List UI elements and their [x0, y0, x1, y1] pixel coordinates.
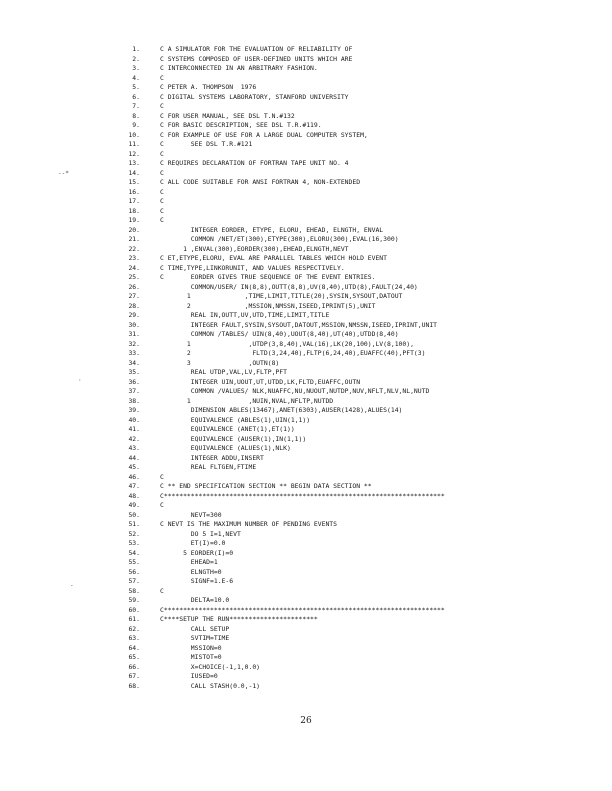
code-text: 1 ,UTDP(3,8,40),VAL(16),LK(20,100),LV(8,100), [160, 339, 414, 348]
code-line [104, 387, 594, 397]
line-number: 13. [128, 159, 140, 167]
code-text: C A SIMULATOR FOR THE EVALUATION OF RELIABILITY OF [160, 45, 353, 53]
code-text: C [160, 472, 164, 481]
line-number: 40. [128, 415, 140, 424]
line-number: 14. [128, 168, 140, 177]
line-number: 1. [132, 45, 140, 53]
code-text: MISTOT=0 [160, 653, 222, 661]
code-line [104, 615, 594, 625]
code-line [104, 302, 594, 312]
code-text: C EORDER GIVES TRUE SEQUENCE OF THE EVENT ENTRIES. [160, 273, 376, 281]
code-text: INTEGER UIN,UOUT,UT,UTDD,LK,FLTD,EUAFFC,OUTN [160, 377, 361, 386]
line-number: 50. [128, 510, 140, 519]
code-text: C****SETUP THE RUN*********************** [160, 615, 318, 623]
code-text: REAL UTDP,VAL,LV,FLTP,PFT [160, 368, 287, 376]
line-number: 8. [132, 111, 140, 120]
line-number: 9. [132, 121, 140, 129]
code-line [104, 596, 594, 606]
code-line [104, 264, 594, 274]
code-line [104, 549, 594, 559]
code-text: NEVT=300 [160, 510, 222, 519]
code-line [104, 368, 594, 378]
code-text: INTEGER ADDU,INSERT [160, 453, 264, 462]
code-text: C [160, 168, 164, 177]
code-line [104, 672, 594, 682]
code-line [104, 140, 594, 150]
code-line [104, 64, 594, 74]
line-number: 19. [128, 216, 140, 224]
line-number: 41. [128, 425, 140, 433]
code-line [104, 416, 594, 426]
line-number: 10. [128, 130, 140, 139]
code-text: MSSION=0 [160, 643, 222, 652]
line-number: 25. [128, 273, 140, 281]
code-line [104, 435, 594, 445]
line-number: 27. [128, 292, 140, 300]
line-number: 31. [128, 330, 140, 338]
code-text: ELNGTH=0 [160, 567, 222, 576]
code-text: COMMON/USER/ IN(8,8),OUTT(8,8),UV(8,40),UTD(8),FAULT(24,40) [160, 282, 418, 291]
code-line [104, 216, 594, 226]
line-number: 5. [132, 83, 140, 91]
code-line [104, 121, 594, 131]
line-number: 42. [128, 434, 140, 443]
code-line [104, 577, 594, 587]
code-line [104, 397, 594, 407]
code-text: REAL FLTGEN,FTIME [160, 463, 257, 471]
code-line [104, 634, 594, 644]
code-text: 5 EORDER(I)=0 [160, 548, 234, 557]
line-number: 61. [128, 615, 140, 623]
code-text: C ALL CODE SUITABLE FOR ANSI FORTRAN 4, NON-EXTENDED [160, 178, 361, 186]
code-line [104, 245, 594, 255]
code-line [104, 378, 594, 388]
code-line [104, 102, 594, 112]
code-line [104, 653, 594, 663]
code-text: DO 5 I=1,NEVT [160, 529, 241, 538]
line-number: 62. [128, 624, 140, 633]
line-number: 20. [128, 225, 140, 234]
code-line [104, 454, 594, 464]
code-line [104, 55, 594, 65]
line-number: 45. [128, 463, 140, 471]
code-text: C FOR EXAMPLE OF USE FOR A LARGE DUAL COMPUTER SYSTEM, [160, 130, 368, 139]
line-number: 3. [132, 64, 140, 72]
code-line [104, 321, 594, 331]
line-number: 51. [128, 520, 140, 528]
code-text: EQUIVALENCE (ALUES(1),NLK) [160, 444, 291, 452]
line-number: 34. [128, 358, 140, 367]
page-number: 26 [300, 716, 312, 726]
line-number: 39. [128, 406, 140, 414]
code-text: C [160, 206, 164, 215]
line-number: 15. [128, 178, 140, 186]
code-text: C NEVT IS THE MAXIMUM NUMBER OF PENDING EVENTS [160, 520, 337, 528]
code-line [104, 45, 594, 55]
code-line [104, 473, 594, 483]
line-number: 68. [128, 681, 140, 690]
code-text: 2 ,MSSION,NMSSN,ISEED,IPRINT(5),UNIT [160, 301, 376, 310]
code-line [104, 226, 594, 236]
code-line [104, 425, 594, 435]
code-text: INTEGER FAULT,SYSIN,SYSOUT,DATOUT,MSSION,NMSSN,ISEED,IPRINT,UNIT [160, 320, 438, 329]
line-number: 16. [128, 187, 140, 196]
code-text: C [160, 73, 164, 82]
code-line [104, 359, 594, 369]
line-number: 48. [128, 491, 140, 500]
line-number: 35. [128, 368, 140, 376]
line-number: 7. [132, 102, 140, 110]
code-text: C INTERCONNECTED IN AN ARBITRARY FASHION. [160, 64, 318, 72]
line-number: 66. [128, 662, 140, 671]
code-line [104, 492, 594, 502]
code-text: C FOR USER MANUAL, SEE DSL T.N.#132 [160, 111, 295, 120]
line-number: 23. [128, 254, 140, 262]
line-number: 63. [128, 634, 140, 642]
code-text: EQUIVALENCE (AUSER(1),IN(1,1)) [160, 434, 307, 443]
code-text: CALL STASH(0.0,-1) [160, 681, 261, 690]
line-number: 32. [128, 339, 140, 348]
code-text: EQUIVALENCE (ANET(1),ET(1)) [160, 425, 295, 433]
code-line [104, 93, 594, 103]
line-number: 12. [128, 149, 140, 158]
line-number: 6. [132, 92, 140, 101]
code-text: CALL SETUP [160, 624, 230, 633]
code-text: DELTA=10.0 [160, 596, 230, 604]
line-number: 11. [128, 140, 140, 148]
code-line [104, 178, 594, 188]
code-line [104, 587, 594, 597]
code-line [104, 558, 594, 568]
code-line [104, 112, 594, 122]
line-number: 30. [128, 320, 140, 329]
line-number: 49. [128, 501, 140, 509]
line-number: 54. [128, 548, 140, 557]
code-line [104, 511, 594, 521]
line-number: 59. [128, 596, 140, 604]
code-line [104, 311, 594, 321]
code-line [104, 74, 594, 84]
line-number: 4. [132, 73, 140, 82]
code-listing [104, 45, 594, 691]
line-number: 36. [128, 377, 140, 386]
code-text: 1 ,NUIN,NVAL,NFLTP,NUTDD [160, 396, 334, 405]
code-line [104, 169, 594, 179]
code-text: COMMON /TABLES/ UIN(8,40),UOUT(8,40),UT(40),UTDD(8,40) [160, 330, 399, 338]
code-line [104, 207, 594, 217]
code-line [104, 530, 594, 540]
line-number: 53. [128, 539, 140, 547]
line-number: 28. [128, 301, 140, 310]
code-line [104, 150, 594, 160]
code-text: C [160, 102, 164, 110]
line-number: 56. [128, 567, 140, 576]
code-text: SVTIM=TIME [160, 634, 230, 642]
code-text: C [160, 149, 164, 158]
code-line [104, 520, 594, 530]
code-line [104, 663, 594, 673]
line-number: 33. [128, 349, 140, 357]
code-text: C************************************************************************* [160, 491, 445, 500]
code-text: DIMENSION ABLES(13467),ANET(6303),AUSER(1428),ALUES(14) [160, 406, 403, 414]
line-number: 18. [128, 206, 140, 215]
code-line [104, 273, 594, 283]
code-text: C************************************************************************* [160, 605, 445, 614]
line-number: 58. [128, 586, 140, 595]
code-text: C DIGITAL SYSTEMS LABORATORY, STANFORD UNIVERSITY [160, 92, 349, 101]
code-line [104, 83, 594, 93]
code-text: C REQUIRES DECLARATION OF FORTRAN TAPE UNIT NO. 4 [160, 159, 349, 167]
code-text: C [160, 586, 164, 595]
code-line [104, 159, 594, 169]
code-text: C SEE DSL T.R.#121 [160, 140, 253, 148]
code-line [104, 330, 594, 340]
code-line [104, 340, 594, 350]
line-number: 43. [128, 444, 140, 452]
line-number: 47. [128, 482, 140, 490]
code-line [104, 197, 594, 207]
code-text: EQUIVALENCE (ABLES(1),UIN(1,1)) [160, 415, 311, 424]
code-text: 1 ,TIME,LIMIT,TITLE(20),SYSIN,SYSOUT,DATOUT [160, 292, 403, 300]
code-text: COMMON /NET/ET(300),ETYPE(300),ELORU(300),EVAL(16,300) [160, 235, 399, 243]
code-text: C [160, 501, 164, 509]
code-text: C SYSTEMS COMPOSED OF USER-DEFINED UNITS WHICH ARE [160, 54, 353, 63]
code-text: REAL IN,OUTT,UV,UTD,TIME,LIMIT,TITLE [160, 311, 330, 319]
code-line [104, 292, 594, 302]
margin-mark: --* [58, 170, 69, 177]
line-number: 2. [132, 54, 140, 63]
code-text: INTEGER EORDER, ETYPE, ELORU, EHEAD, ELNGTH, ENVAL [160, 225, 384, 234]
code-line [104, 463, 594, 473]
line-number: 29. [128, 311, 140, 319]
code-line [104, 131, 594, 141]
code-line [104, 501, 594, 511]
code-line [104, 625, 594, 635]
code-text: C [160, 187, 164, 196]
code-text: COMMON /VALUES/ NLK,NUAFFC,NU,NUOUT,NUTDP,NUV,NFLT,NLV,NL,NUTD [160, 387, 430, 395]
line-number: 21. [128, 235, 140, 243]
code-text: C ET,ETYPE,ELORU, EVAL ARE PARALLEL TABLES WHICH HOLD EVENT [160, 254, 388, 262]
code-line [104, 482, 594, 492]
line-number: 60. [128, 605, 140, 614]
code-text: EHEAD=1 [160, 558, 218, 566]
code-line [104, 254, 594, 264]
line-number: 26. [128, 282, 140, 291]
code-text: C [160, 197, 164, 205]
code-line [104, 235, 594, 245]
code-line [104, 606, 594, 616]
line-number: 24. [128, 263, 140, 272]
line-number: 37. [128, 387, 140, 395]
code-text: C ** END SPECIFICATION SECTION ** BEGIN DATA SECTION ** [160, 482, 372, 490]
code-text: 3 ,OUTN(8) [160, 358, 280, 367]
line-number: 44. [128, 453, 140, 462]
code-text: C FOR BASIC DESCRIPTION, SEE DSL T.R.#119. [160, 121, 322, 129]
code-line [104, 682, 594, 692]
code-text: ET(I)=0.0 [160, 539, 226, 547]
code-line [104, 406, 594, 416]
line-number: 46. [128, 472, 140, 481]
margin-mark: - [70, 582, 74, 589]
line-number: 64. [128, 643, 140, 652]
line-number: 52. [128, 529, 140, 538]
code-line [104, 349, 594, 359]
line-number: 17. [128, 197, 140, 205]
code-line [104, 568, 594, 578]
code-line [104, 444, 594, 454]
code-text: IUSED=0 [160, 672, 218, 680]
line-number: 67. [128, 672, 140, 680]
code-line [104, 539, 594, 549]
code-text: 1 ,ENVAL(300),EORDER(300),EHEAD,ELNGTH,NEVT [160, 244, 349, 253]
code-text: C TIME,TYPE,LINKORUNIT, AND VALUES RESPECTIVELY. [160, 263, 345, 272]
code-line [104, 644, 594, 654]
code-text: X=CHOICE(-1,1,0.0) [160, 662, 261, 671]
code-text: 2 FLTD(3,24,40),FLTP(6,24,40),EUAFFC(40),PFT(3) [160, 349, 426, 357]
code-text: SIGNF=1.E-6 [160, 577, 234, 585]
line-number: 38. [128, 396, 140, 405]
line-number: 57. [128, 577, 140, 585]
code-text: C [160, 216, 164, 224]
margin-mark: · [78, 377, 82, 384]
line-number: 55. [128, 558, 140, 566]
line-number: 22. [128, 244, 140, 253]
code-line [104, 283, 594, 293]
code-line [104, 188, 594, 198]
code-text: C PETER A. THOMPSON 1976 [160, 83, 257, 91]
line-number: 65. [128, 653, 140, 661]
